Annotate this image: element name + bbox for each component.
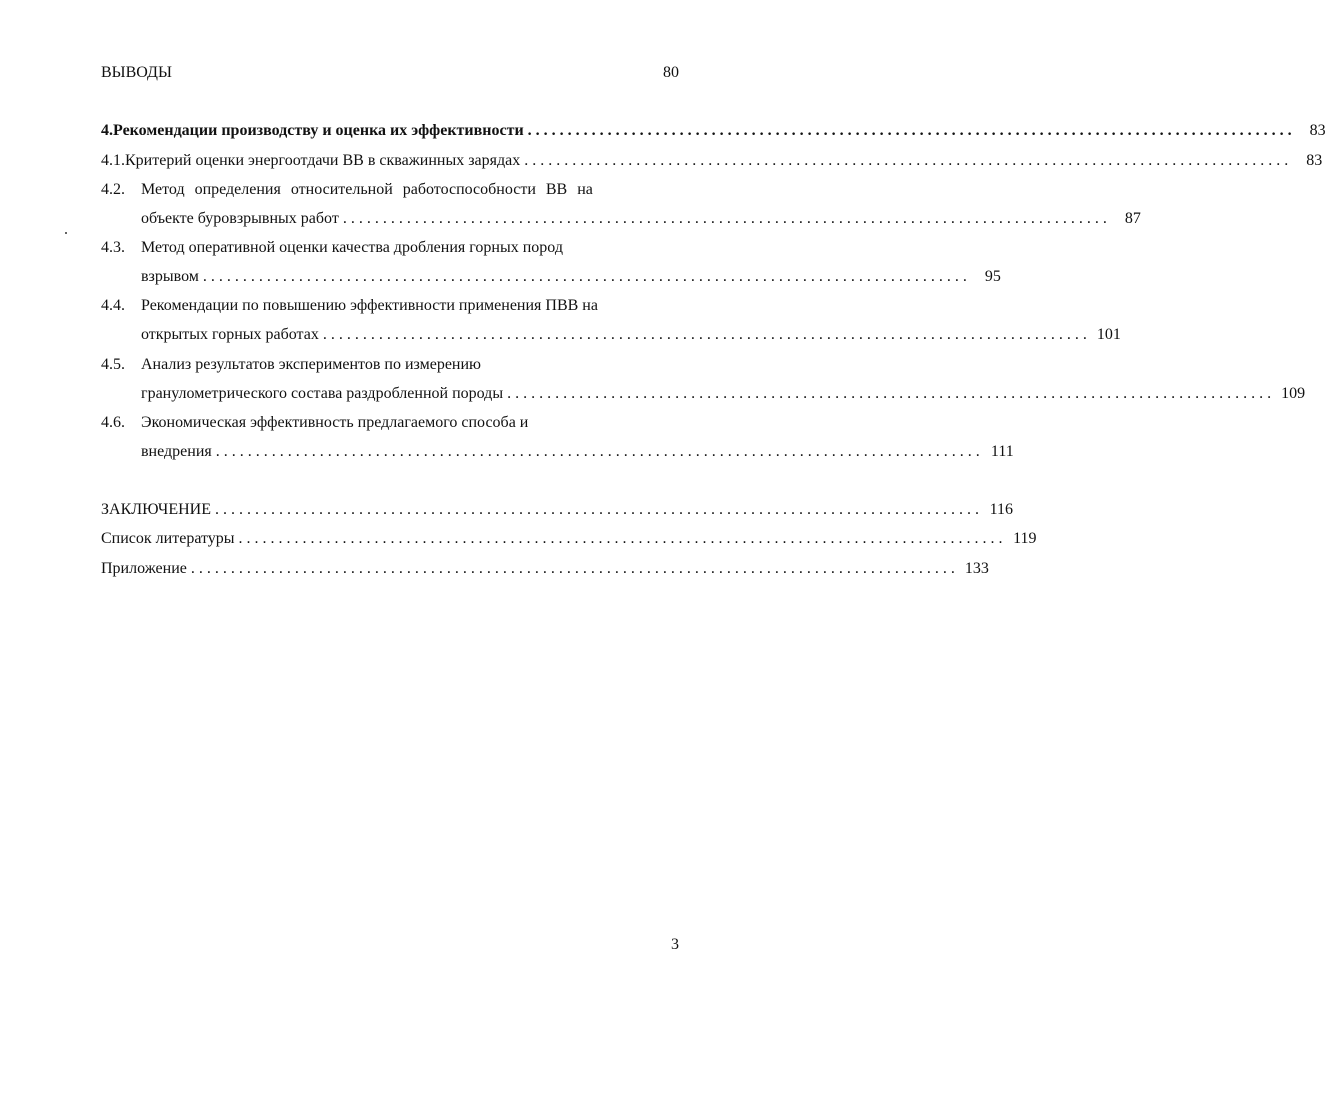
toc-leader-dots bbox=[215, 501, 979, 519]
page-number: 3 bbox=[671, 936, 679, 953]
toc-entry-label: ВЫВОДЫ bbox=[101, 64, 172, 81]
toc-entry-label-line1: Экономическая эффективность предлагаемого способа и bbox=[141, 414, 529, 431]
toc-entry-4-1 bbox=[101, 152, 1323, 170]
toc-entry-label: Рекомендации производству и оценка их эффективности bbox=[113, 122, 524, 139]
toc-entry-page: 111 bbox=[990, 443, 1014, 460]
toc-entry-label-line1: Метод определения относительной работоспособности ВВ на bbox=[141, 181, 593, 198]
toc-entry-label: Критерий оценки энергоотдачи ВВ в скважинных зарядах bbox=[125, 152, 521, 169]
toc-entry-number: 4.4. bbox=[101, 297, 125, 314]
toc-entry-label-line2: гранулометрического состава раздробленной породы bbox=[141, 385, 504, 402]
toc-entry-label-line1: Анализ результатов экспериментов по измерению bbox=[141, 356, 482, 373]
toc-leader-dots bbox=[528, 122, 1292, 140]
toc-leader-dots bbox=[239, 530, 1003, 548]
toc-entry-4-2 bbox=[101, 181, 679, 199]
toc-entry-page: 80 bbox=[663, 64, 679, 81]
toc-entry-page: 116 bbox=[989, 501, 1013, 518]
toc-leader-dots bbox=[524, 152, 1288, 170]
toc-entry-appendix bbox=[101, 560, 989, 578]
toc-entry-label: Приложение bbox=[101, 560, 187, 577]
toc-entry-label-line1: Метод оперативной оценки качества дробления горных пород bbox=[141, 239, 563, 256]
toc-entry-4-4-cont bbox=[141, 326, 1121, 344]
toc-entry-page: 83 bbox=[1306, 152, 1323, 169]
toc-entry-label-line2: взрывом bbox=[141, 268, 199, 285]
toc-entry-label: ЗАКЛЮЧЕНИЕ bbox=[101, 501, 211, 518]
toc-leader-dots bbox=[216, 443, 980, 461]
toc-entry-number: 4.2. bbox=[101, 181, 125, 198]
toc-entry-4-5 bbox=[101, 356, 679, 374]
toc-entry-4-6-cont bbox=[141, 443, 1014, 461]
toc-entry-chapter-4 bbox=[101, 122, 1326, 140]
toc-entry-number: 4.6. bbox=[101, 414, 125, 431]
toc-entry-page: 87 bbox=[1124, 210, 1141, 227]
toc-entry-page: 95 bbox=[984, 268, 1001, 285]
toc-entry-4-3-cont bbox=[141, 268, 1001, 286]
toc-entry-label-line2: открытых горных работах bbox=[141, 326, 319, 343]
toc-entry-page: 119 bbox=[1013, 530, 1037, 547]
toc-entry-4-2-cont bbox=[141, 210, 1141, 228]
toc-leader-dots bbox=[203, 268, 967, 286]
toc-entry-4-4 bbox=[101, 297, 679, 315]
toc-entry-page: 101 bbox=[1096, 326, 1121, 343]
scan-speck bbox=[65, 232, 67, 234]
toc-entry-conclusions bbox=[101, 64, 679, 82]
toc-entry-label-line1: Рекомендации по повышению эффективности применения ПВВ на bbox=[141, 297, 598, 314]
toc-entry-page: 83 bbox=[1309, 122, 1326, 139]
toc-entry-page: 133 bbox=[964, 560, 989, 577]
toc-leader-dots bbox=[343, 210, 1107, 228]
toc-entry-4-5-cont bbox=[141, 385, 1306, 403]
toc-leader-dots bbox=[507, 385, 1271, 403]
toc-entry-label-line2: объекте буровзрывных работ bbox=[141, 210, 339, 227]
toc-entry-number: 4.5. bbox=[101, 356, 125, 373]
toc-entry-number: 4.1. bbox=[101, 152, 125, 169]
toc-entry-4-3 bbox=[101, 239, 679, 257]
toc-entry-4-6 bbox=[101, 414, 679, 432]
toc-entry-page: 109 bbox=[1281, 385, 1306, 402]
toc-entry-number: 4.3. bbox=[101, 239, 125, 256]
toc-entry-summary bbox=[101, 501, 1013, 519]
toc-entry-number: 4. bbox=[101, 122, 113, 139]
toc-entry-references bbox=[101, 530, 1037, 548]
toc-leader-dots bbox=[323, 326, 1087, 344]
toc-entry-label: Список литературы bbox=[101, 530, 235, 547]
toc-entry-label-line2: внедрения bbox=[141, 443, 212, 460]
toc-leader-dots bbox=[191, 560, 955, 578]
